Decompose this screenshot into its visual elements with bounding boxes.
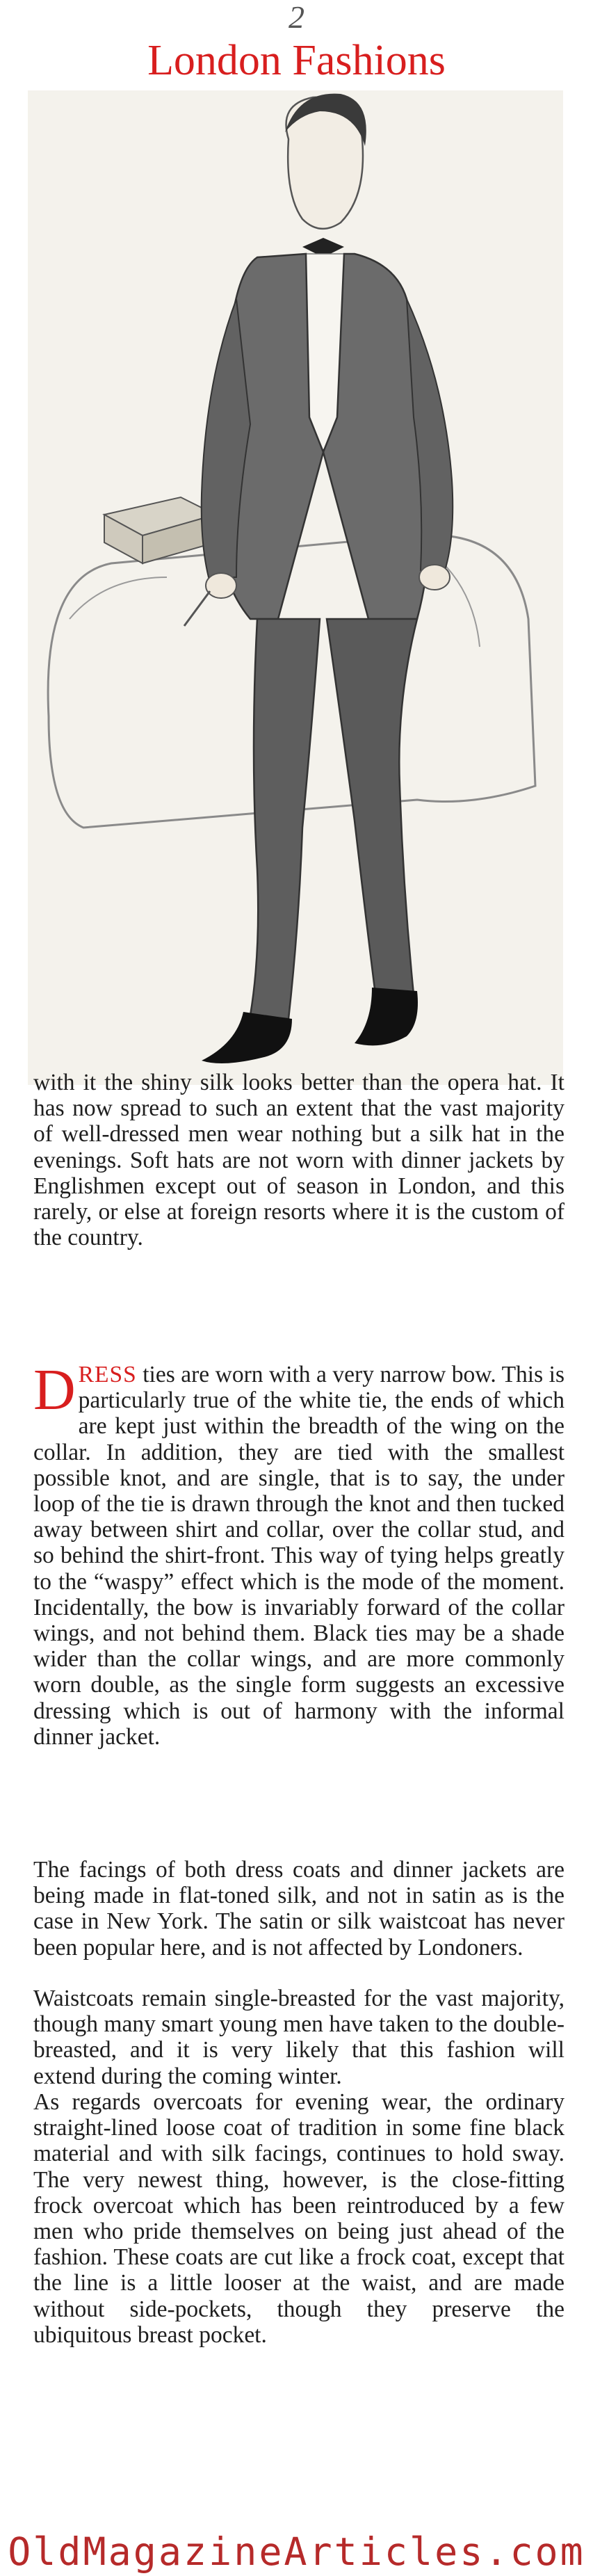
article-paragraph bbox=[33, 1857, 564, 1961]
article-paragraph bbox=[33, 1358, 564, 1750]
article-paragraph bbox=[33, 1986, 564, 2089]
fashion-illustration bbox=[28, 90, 563, 1085]
paragraph-text: Waistcoats remain single-breasted for the vast majority, though many smart young men have taken to the double-breasted, and it is very likely that this fashion will extend during the coming winter. bbox=[33, 1986, 564, 2089]
article-title: London Fashions bbox=[147, 37, 446, 84]
page-number: 2 bbox=[289, 0, 304, 35]
site-logo: OldMagazineArticles.com bbox=[8, 2529, 585, 2574]
article-paragraph bbox=[33, 1070, 564, 1250]
paragraph-text: ties are worn with a very narrow bow. This is particularly true of the white tie, the ends of which are kept just within the breadth of the wing on the collar. In addition, they are tied with the smallest possible knot, and are single, that is to say, the under loop of the tie is drawn through the knot and then tucked away between shirt and collar, over the collar stud, and so behind the shirt-front. This way of tying helps greatly to the “waspy” effect which is the mode of the moment. Incidentally, the bow is invariably forward of the collar wings, and not behind them. Black ties may be a shade wider than the collar wings, and are more commonly worn double, as the single form suggests an excessive dressing which is out of harmony with the informal dinner jacket. bbox=[33, 1362, 564, 1750]
man-in-dinner-jacket-drawing bbox=[28, 90, 563, 1085]
paragraph-text: As regards overcoats for evening wear, the ordinary straight-lined loose coat of tradition in some fine black material and with silk facings, continues to hold sway. The very newest thing, however, is the close-fitting frock overcoat which has been reintroduced by a few men who pride themselves on being just ahead of the fashion. These coats are cut like a frock coat, except that the line is a little looser at the waist, and are made without side-pockets, though they preserve the ubiquitous breast pocket. bbox=[33, 2089, 564, 2348]
paragraph-text: with it the shiny silk looks better than the opera hat. It has now spread to such an extent that the vast majority of well-dressed men wear nothing but a silk hat in the evenings. Soft hats are not worn with dinner jackets by Englishmen except out of season in London, and this rarely, or else at foreign resorts where it is the custom of the country. bbox=[33, 1070, 564, 1251]
paragraph-with-drop-cap bbox=[33, 1358, 564, 1750]
drop-cap: D bbox=[33, 1358, 76, 1422]
paragraph-text: The facings of both dress coats and dinner jackets are being made in flat-toned silk, and not in satin as is the case in New York. The satin or silk waistcoat has never been popular here, and is not affected by Londoners. bbox=[33, 1857, 564, 1961]
article-paragraph bbox=[33, 2089, 564, 2348]
lead-word: RESS bbox=[78, 1362, 137, 1387]
